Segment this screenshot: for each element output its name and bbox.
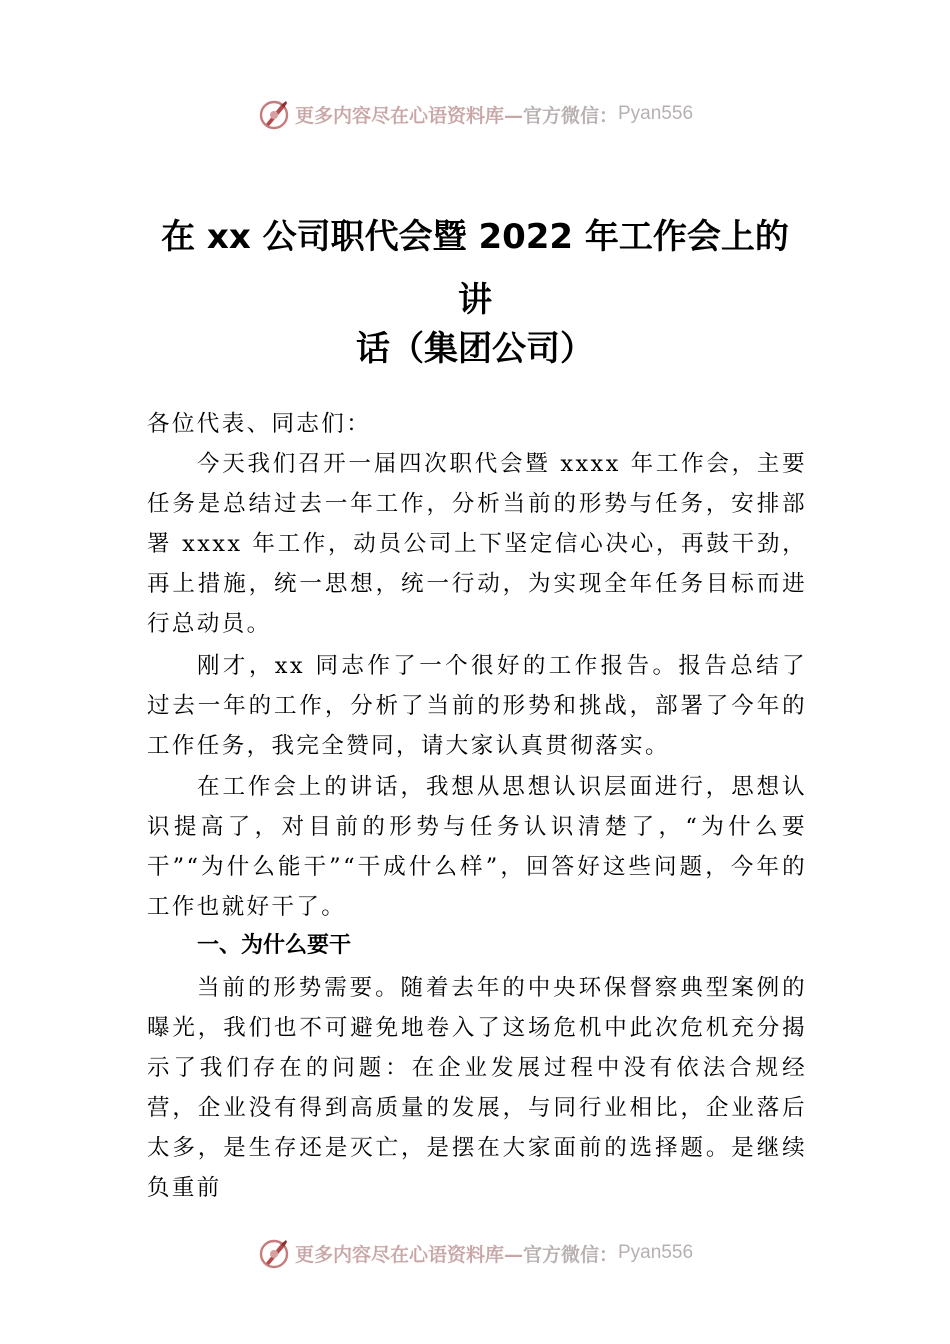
footer-wechat-id: Pyan556 <box>618 1242 694 1263</box>
header-wechat-id: Pyan556 <box>618 103 694 124</box>
header-wechat-label: 官方微信： <box>522 104 618 127</box>
paragraph-2: 刚才，xx 同志作了一个很好的工作报告。报告总结了过去一年的工作，分析了当前的形势和挑战，部署了今年的工作任务，我完全赞同，请大家认真贯彻落实。 <box>147 653 807 759</box>
document-title-line-1: 在 xx 公司职代会暨 2022 年工作会上的 <box>161 217 789 257</box>
quill-pen-circle-icon <box>257 97 291 131</box>
footer-watermark <box>0 1233 950 1273</box>
document-title-line-3: 话（集团公司） <box>356 329 594 369</box>
header-brand-text: 更多内容尽在心语资料库— <box>294 104 523 127</box>
document-title-line-2: 讲 <box>458 280 492 320</box>
section-paragraph: 当前的形势需要。随着去年的中央环保督察典型案例的曝光，我们也不可避免地卷入了这场危机中此次危机充分揭示了我们存在的问题：在企业发展过程中没有依法合规经营，企业没有得到高质量的发展，与同行业相比，企业落后太多，是生存还是灭亡，是摆在大家面前的选择题。是继续负重前 <box>147 975 807 1201</box>
footer-wechat-label: 官方微信： <box>522 1243 618 1266</box>
paragraph-1: 今天我们召开一届四次职代会暨 xxxx 年工作会，主要任务是总结过去一年工作，分析当前的形势与任务，安排部署 xxxx 年工作，动员公司上下坚定信心决心，再鼓干劲，再上措施，统一思想，统一行动，为实现全年任务目标而进行总动员。 <box>147 451 807 637</box>
header-watermark <box>0 94 950 134</box>
greeting: 各位代表、同志们： <box>147 411 372 437</box>
section-heading: 一、为什么要干 <box>197 933 352 958</box>
footer-brand-text: 更多内容尽在心语资料库— <box>294 1243 523 1266</box>
paragraph-3: 在工作会上的讲话，我想从思想认识层面进行，思想认识提高了，对目前的形势与任务认识清楚了，“为什么要干”“为什么能干”“干成什么样”，回答好这些问题，今年的工作也就好干了。 <box>147 774 807 920</box>
quill-pen-circle-icon <box>257 1236 291 1270</box>
